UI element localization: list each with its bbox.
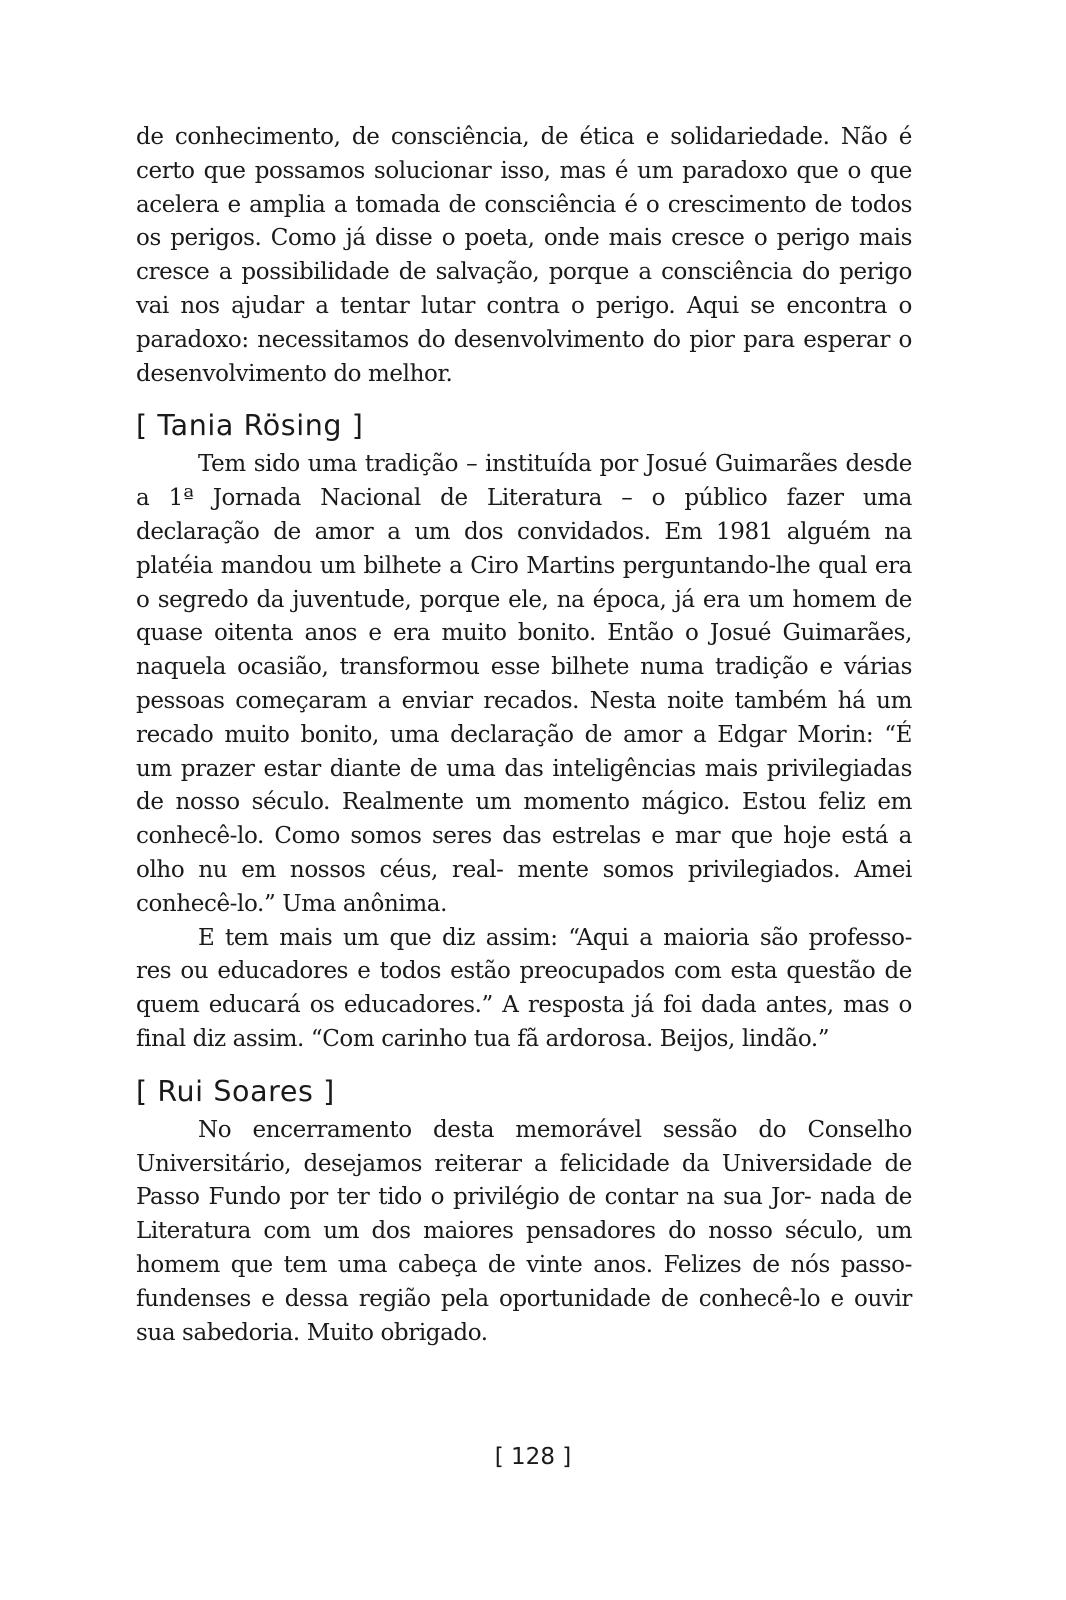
opening-paragraph: de conhecimento, de consciência, de ética e solidariedade. Não é certo que possamos solucionar isso, mas é um paradoxo que o que acelera e amplia a tomada de consciência é o crescimento de todos os perigos. Como já disse o poeta, onde mais cresce o perigo mais cresce a possibilidade de salvação, porque a consciência do perigo vai nos ajudar a tentar lutar contra o perigo. Aqui se encontra o paradoxo: necessitamos do desenvolvimento do pior para esperar o desenvolvimento do melhor.	[136, 124, 912, 387]
speaker-heading-tania-rosing: [ Tania Rösing ]	[136, 409, 364, 443]
page-number: [ 128 ]	[494, 1444, 572, 1470]
paragraph-rui-1: No encerramento desta memorável sessão do Conselho Universitário, desejamos reiterar a felicidade da Universidade de Passo Fundo por ter tido o privilégio de contar na sua Jor- nada de Literatura com um dos maiores pensadores do nosso século, um homem que tem uma cabeça de vinte anos. Felizes de nós passo-fundenses e dessa região pela oportunidade de conhecê-lo e ouvir sua sabedoria. Muito obrigado.	[136, 1116, 912, 1346]
paragraph-tania-2: E tem mais um que diz assim: “Aqui a maioria são professo- res ou educadores e todos estão preocupados com esta questão de quem educará os educadores.” A resposta já foi dada antes, mas o final diz assim. “Com carinho tua fã ardorosa. Beijos, lindão.”	[136, 924, 912, 1052]
paragraph-tania-1: Tem sido uma tradição – instituída por Josué Guimarães desde a 1ª Jornada Nacional de Literatura – o público fazer uma declaração de amor a um dos convidados. Em 1981 alguém na platéia mandou um bilhete a Ciro Martins perguntando-lhe qual era o segredo da juventude, porque ele, na época, já era um homem de quase oitenta anos e era muito bonito. Então o Josué Guimarães, naquela ocasião, transformou esse bilhete numa tradição e várias pessoas começaram a enviar recados. Nesta noite também há um recado muito bonito, uma declaração de amor a Edgar Morin: “É um prazer estar diante de uma das inteligências mais privilegiadas de nosso século. Realmente um momento mágico. Estou feliz em conhecê-lo. Como somos seres das estrelas e mar que hoje está a olho nu em nossos céus, real- mente somos privilegiados. Amei conhecê-lo.” Uma anônima.	[136, 451, 912, 917]
speaker-heading-rui-soares: [ Rui Soares ]	[136, 1074, 335, 1108]
page-body	[136, 121, 912, 1350]
